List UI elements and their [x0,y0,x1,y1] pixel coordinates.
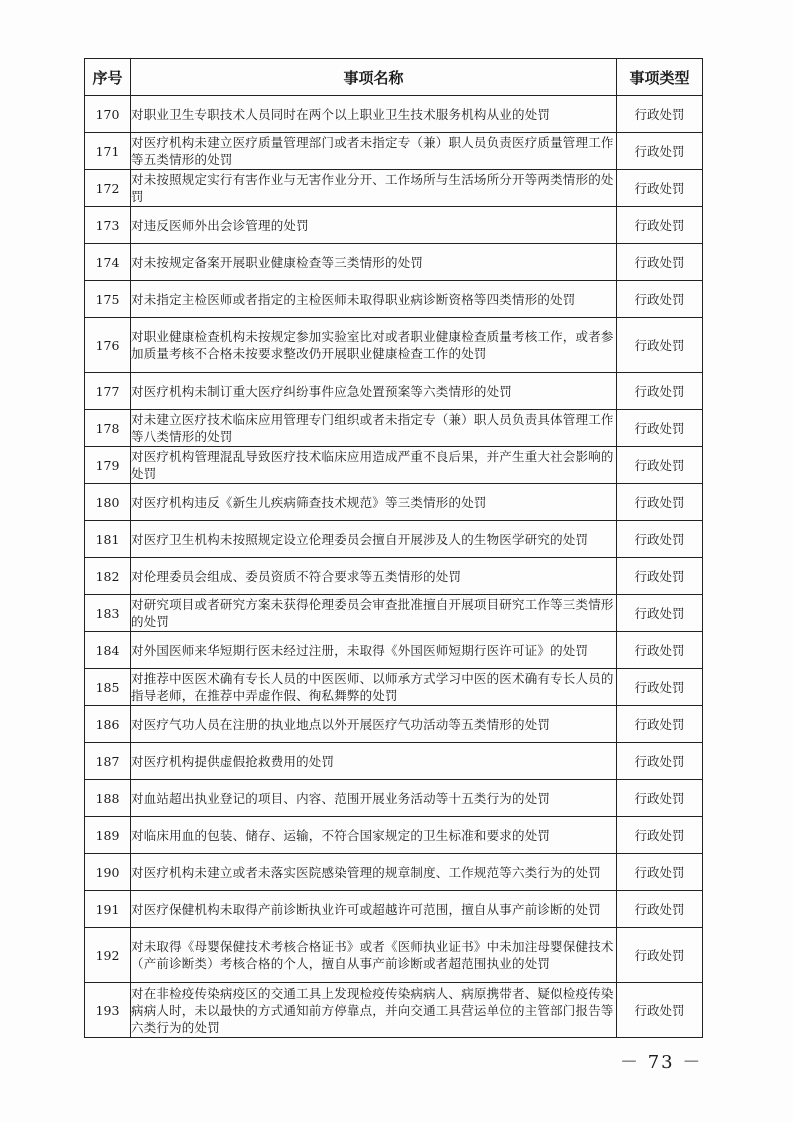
item-type-cell: 行政处罚 [617,447,703,484]
item-type-cell: 行政处罚 [617,373,703,410]
item-name-cell: 对未按照规定实行有害作业与无害作业分开、工作场所与生活场所分开等两类情形的处罚 [131,170,617,207]
table-header-row [85,59,703,96]
row-number-cell: 185 [85,669,131,706]
table-row [85,558,703,595]
table-body [85,96,703,1038]
item-type-cell: 行政处罚 [617,706,703,743]
table-row [85,983,703,1038]
item-name-cell: 对伦理委员会组成、委员资质不符合要求等五类情形的处罚 [131,558,617,595]
table-row [85,410,703,447]
row-number-cell: 179 [85,447,131,484]
header-type: 事项类型 [617,59,703,96]
item-type-cell: 行政处罚 [617,133,703,170]
item-type-cell: 行政处罚 [617,318,703,373]
table-row [85,595,703,632]
row-number-cell: 189 [85,817,131,854]
row-number-cell: 175 [85,281,131,318]
table-row [85,706,703,743]
table-row [85,318,703,373]
item-type-cell: 行政处罚 [617,484,703,521]
row-number-cell: 186 [85,706,131,743]
item-name-cell: 对医疗机构违反《新生儿疾病筛查技术规范》等三类情形的处罚 [131,484,617,521]
item-type-cell: 行政处罚 [617,96,703,133]
item-type-cell: 行政处罚 [617,632,703,669]
item-name-cell: 对职业健康检查机构未按规定参加实验室比对或者职业健康检查质量考核工作，或者参加质量考核不合格未按要求整改仍开展职业健康检查工作的处罚 [131,318,617,373]
table-row [85,207,703,244]
item-name-cell: 对医疗机构提供虚假抢救费用的处罚 [131,743,617,780]
table-row [85,854,703,891]
item-type-cell: 行政处罚 [617,170,703,207]
row-number-cell: 188 [85,780,131,817]
row-number-cell: 173 [85,207,131,244]
item-name-cell: 对违反医师外出会诊管理的处罚 [131,207,617,244]
row-number-cell: 177 [85,373,131,410]
item-name-cell: 对在非检疫传染病疫区的交通工具上发现检疫传染病病人、病原携带者、疑似检疫传染病病人时，未以最快的方式通知前方停靠点，并向交通工具营运单位的主管部门报告等六类行为的处罚 [131,983,617,1038]
row-number-cell: 187 [85,743,131,780]
item-type-cell: 行政处罚 [617,410,703,447]
item-name-cell: 对医疗卫生机构未按照规定设立伦理委员会擅自开展涉及人的生物医学研究的处罚 [131,521,617,558]
row-number-cell: 191 [85,891,131,928]
table-row [85,891,703,928]
row-number-cell: 193 [85,983,131,1038]
item-type-cell: 行政处罚 [617,743,703,780]
items-table [84,58,703,1038]
table-row [85,484,703,521]
table-row [85,447,703,484]
item-type-cell: 行政处罚 [617,817,703,854]
row-number-cell: 176 [85,318,131,373]
header-name: 事项名称 [131,59,617,96]
item-name-cell: 对外国医师来华短期行医未经过注册，未取得《外国医师短期行医许可证》的处罚 [131,632,617,669]
item-type-cell: 行政处罚 [617,983,703,1038]
item-name-cell: 对医疗机构未建立医疗质量管理部门或者未指定专（兼）职人员负责医疗质量管理工作等五类情形的处罚 [131,133,617,170]
item-name-cell: 对血站超出执业登记的项目、内容、范围开展业务活动等十五类行为的处罚 [131,780,617,817]
table-row [85,817,703,854]
row-number-cell: 180 [85,484,131,521]
item-name-cell: 对研究项目或者研究方案未获得伦理委员会审查批准擅自开展项目研究工作等三类情形的处罚 [131,595,617,632]
row-number-cell: 190 [85,854,131,891]
row-number-cell: 172 [85,170,131,207]
row-number-cell: 192 [85,928,131,983]
row-number-cell: 174 [85,244,131,281]
item-name-cell: 对临床用血的包装、储存、运输，不符合国家规定的卫生标准和要求的处罚 [131,817,617,854]
item-type-cell: 行政处罚 [617,207,703,244]
item-type-cell: 行政处罚 [617,854,703,891]
table-row [85,281,703,318]
item-type-cell: 行政处罚 [617,928,703,983]
row-number-cell: 183 [85,595,131,632]
item-name-cell: 对职业卫生专职技术人员同时在两个以上职业卫生技术服务机构从业的处罚 [131,96,617,133]
item-name-cell: 对未建立医疗技术临床应用管理专门组织或者未指定专（兼）职人员负责具体管理工作等八类情形的处罚 [131,410,617,447]
item-type-cell: 行政处罚 [617,669,703,706]
table-row [85,133,703,170]
item-name-cell: 对医疗机构管理混乱导致医疗技术临床应用造成严重不良后果，并产生重大社会影响的处罚 [131,447,617,484]
item-name-cell: 对医疗机构未建立或者未落实医院感染管理的规章制度、工作规范等六类行为的处罚 [131,854,617,891]
item-name-cell: 对推荐中医医术确有专长人员的中医医师、以师承方式学习中医的医术确有专长人员的指导老师，在推荐中弄虚作假、徇私舞弊的处罚 [131,669,617,706]
row-number-cell: 184 [85,632,131,669]
item-type-cell: 行政处罚 [617,244,703,281]
table-row [85,373,703,410]
item-name-cell: 对医疗气功人员在注册的执业地点以外开展医疗气功活动等五类情形的处罚 [131,706,617,743]
table-row [85,743,703,780]
page-number: － 73 － [620,1052,703,1073]
item-type-cell: 行政处罚 [617,521,703,558]
item-type-cell: 行政处罚 [617,891,703,928]
table-row [85,632,703,669]
row-number-cell: 181 [85,521,131,558]
item-name-cell: 对医疗机构未制订重大医疗纠纷事件应急处置预案等六类情形的处罚 [131,373,617,410]
table-row [85,928,703,983]
table-row [85,521,703,558]
item-type-cell: 行政处罚 [617,595,703,632]
item-type-cell: 行政处罚 [617,558,703,595]
item-type-cell: 行政处罚 [617,780,703,817]
item-name-cell: 对未取得《母婴保健技术考核合格证书》或者《医师执业证书》中未加注母婴保健技术（产前诊断类）考核合格的个人，擅自从事产前诊断或者超范围执业的处罚 [131,928,617,983]
item-type-cell: 行政处罚 [617,281,703,318]
header-no: 序号 [85,59,131,96]
table-row [85,780,703,817]
table-row [85,170,703,207]
table-row [85,96,703,133]
item-name-cell: 对医疗保健机构未取得产前诊断执业许可或超越许可范围，擅自从事产前诊断的处罚 [131,891,617,928]
row-number-cell: 178 [85,410,131,447]
item-name-cell: 对未按规定备案开展职业健康检查等三类情形的处罚 [131,244,617,281]
row-number-cell: 171 [85,133,131,170]
table-row [85,669,703,706]
item-name-cell: 对未指定主检医师或者指定的主检医师未取得职业病诊断资格等四类情形的处罚 [131,281,617,318]
row-number-cell: 182 [85,558,131,595]
table-row [85,244,703,281]
row-number-cell: 170 [85,96,131,133]
